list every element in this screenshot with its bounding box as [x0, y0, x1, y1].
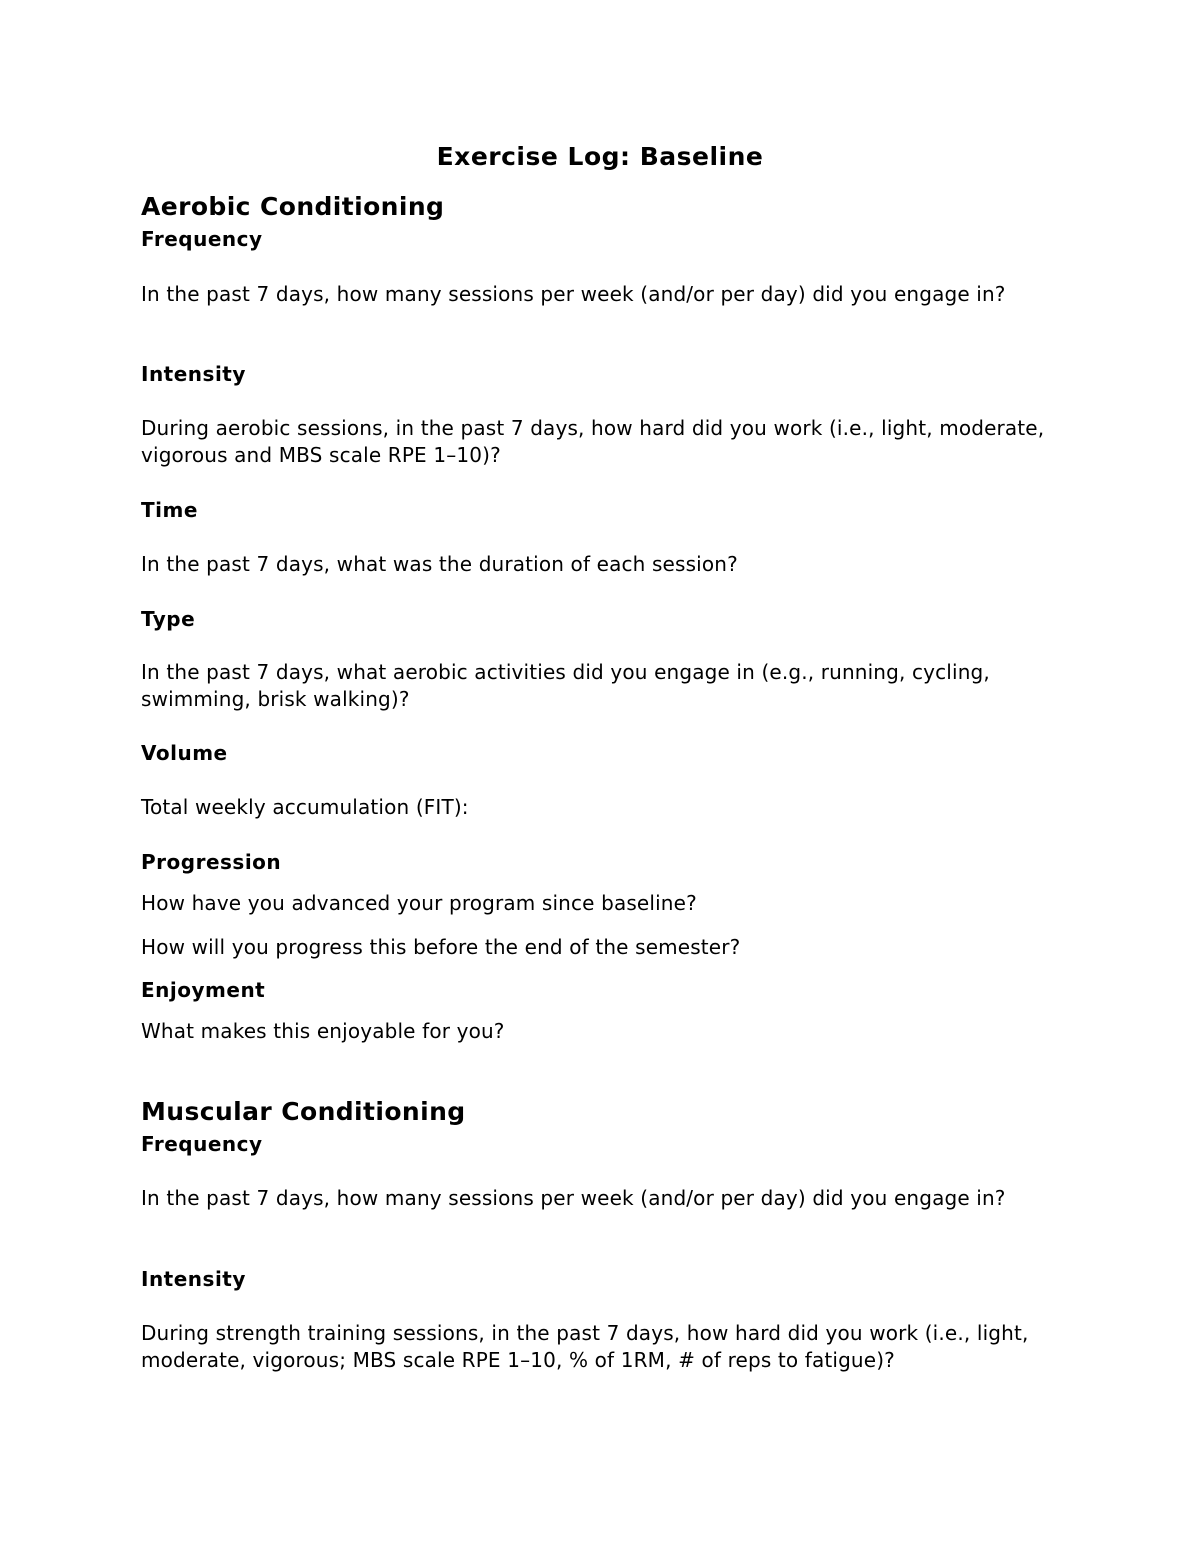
muscular-frequency-question: In the past 7 days, how many sessions per week (and/or per day) did you engage in?	[141, 1186, 1006, 1210]
page-title: Exercise Log: Baseline	[436, 142, 764, 171]
aerobic-frequency-label: Frequency	[141, 227, 263, 251]
aerobic-progression-question-2: How will you progress this before the end of the semester?	[141, 935, 741, 959]
aerobic-enjoyment-question: What makes this enjoyable for you?	[141, 1019, 505, 1043]
aerobic-section-heading: Aerobic Conditioning	[141, 192, 445, 221]
muscular-intensity-question: During strength training sessions, in the past 7 days, how hard did you work (i.e., light, moderate, vigorous; MBS scale RPE 1–10, % of 1RM, # of reps to fatigue)?	[141, 1321, 1029, 1372]
aerobic-time-label: Time	[141, 498, 198, 522]
aerobic-time-question: In the past 7 days, what was the duration of each session?	[141, 552, 738, 576]
muscular-frequency-label: Frequency	[141, 1132, 263, 1156]
aerobic-intensity-question: During aerobic sessions, in the past 7 days, how hard did you work (i.e., light, moderate, vigorous and MBS scale RPE 1–10)?	[141, 416, 1045, 467]
aerobic-progression-label: Progression	[141, 850, 282, 874]
muscular-intensity-label: Intensity	[141, 1267, 246, 1291]
aerobic-type-question: In the past 7 days, what aerobic activities did you engage in (e.g., running, cycling, swimming, brisk walking)?	[141, 660, 990, 711]
aerobic-enjoyment-label: Enjoyment	[141, 978, 266, 1002]
aerobic-frequency-question: In the past 7 days, how many sessions per week (and/or per day) did you engage in?	[141, 282, 1006, 306]
aerobic-type-label: Type	[141, 607, 196, 631]
aerobic-intensity-label: Intensity	[141, 362, 246, 386]
aerobic-volume-question: Total weekly accumulation (FIT):	[141, 795, 469, 819]
aerobic-volume-label: Volume	[141, 741, 228, 765]
aerobic-progression-question-1: How have you advanced your program since baseline?	[141, 891, 697, 915]
muscular-section-heading: Muscular Conditioning	[141, 1097, 466, 1126]
